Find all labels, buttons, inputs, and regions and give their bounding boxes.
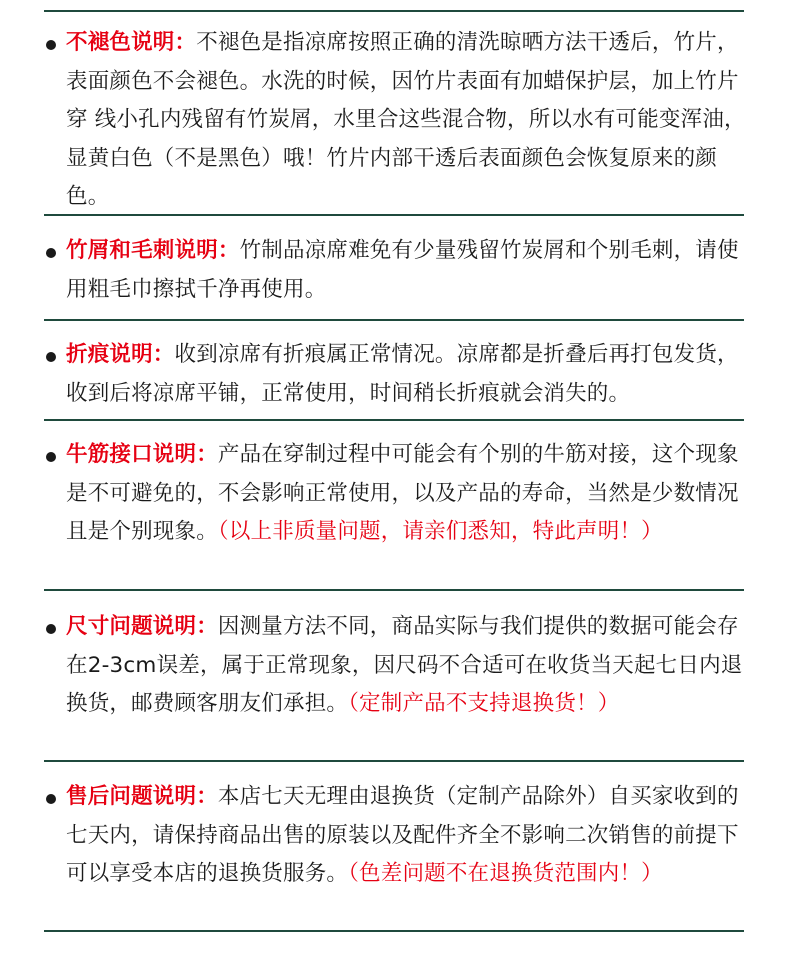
section-text bbox=[66, 608, 752, 724]
section-label: 牛筋接口说明： bbox=[66, 442, 218, 467]
bullet-icon bbox=[46, 794, 56, 804]
section-label: 尺寸问题说明： bbox=[66, 614, 218, 639]
section-body: 本店七天无理由退换货（定制产品除外）自买家收到的七天内，请保持商品出售的原装以及配件齐全不影响二次销售的前提下可以享受本店的退换货服务。 bbox=[66, 784, 739, 886]
divider-bottom bbox=[44, 930, 744, 932]
bullet-icon bbox=[46, 248, 56, 258]
bullet-icon bbox=[46, 452, 56, 462]
section-label: 竹屑和毛刺说明： bbox=[66, 238, 240, 263]
section-body: 产品在穿制过程中可能会有个别的牛筋对接，这个现象是不可避免的，不会影响正常使用，以及产品的寿命，当然是少数情况且是个别现象。 bbox=[66, 442, 739, 544]
section-note: （定制产品不支持退换货！） bbox=[348, 691, 620, 716]
section-text bbox=[66, 778, 752, 894]
divider bbox=[44, 214, 744, 216]
section-label: 不褪色说明： bbox=[66, 30, 197, 55]
section-label: 折痕说明： bbox=[66, 342, 175, 367]
divider bbox=[44, 319, 744, 321]
section-note: （色差问题不在退换货范围内！） bbox=[348, 861, 663, 886]
section-body: 竹制品凉席难免有少量残留竹炭屑和个别毛刺，请使用粗毛巾擦拭千净再使用。 bbox=[66, 238, 739, 302]
section-text bbox=[66, 336, 752, 413]
divider bbox=[44, 589, 744, 591]
section-body: 收到凉席有折痕属正常情况。凉席都是折叠后再打包发货，收到后将凉席平铺，正常使用，时间稍长折痕就会消失的。 bbox=[66, 342, 739, 406]
section-text bbox=[66, 232, 752, 309]
divider-top bbox=[44, 10, 744, 12]
section-text bbox=[66, 436, 752, 552]
bullet-icon bbox=[46, 352, 56, 362]
section-label: 售后问题说明： bbox=[66, 784, 218, 809]
divider bbox=[44, 419, 744, 421]
section-body: 因测量方法不同，商品实际与我们提供的数据可能会存在2-3cm误差，属于正常现象，因尺码不合适可在收货当天起七日内退换货，邮费顾客朋友们承担。 bbox=[66, 614, 743, 716]
section-note: （以上非质量问题，请亲们悉知，特此声明！） bbox=[217, 519, 663, 544]
section-body: 不褪色是指凉席按照正确的清洗晾晒方法干透后，竹片，表面颜色不会褪色。水洗的时候，因竹片表面有加蜡保护层，加上竹片穿 线小孔内残留有竹炭屑，水里合这些混合物，所以水有可能变浑油，显黄白色（不是黑色）哦！竹片内部干透后表面颜色会恢复原来的颜色。 bbox=[66, 30, 746, 209]
divider bbox=[44, 760, 744, 762]
bullet-icon bbox=[46, 40, 56, 50]
bullet-icon bbox=[46, 624, 56, 634]
section-text bbox=[66, 24, 752, 217]
